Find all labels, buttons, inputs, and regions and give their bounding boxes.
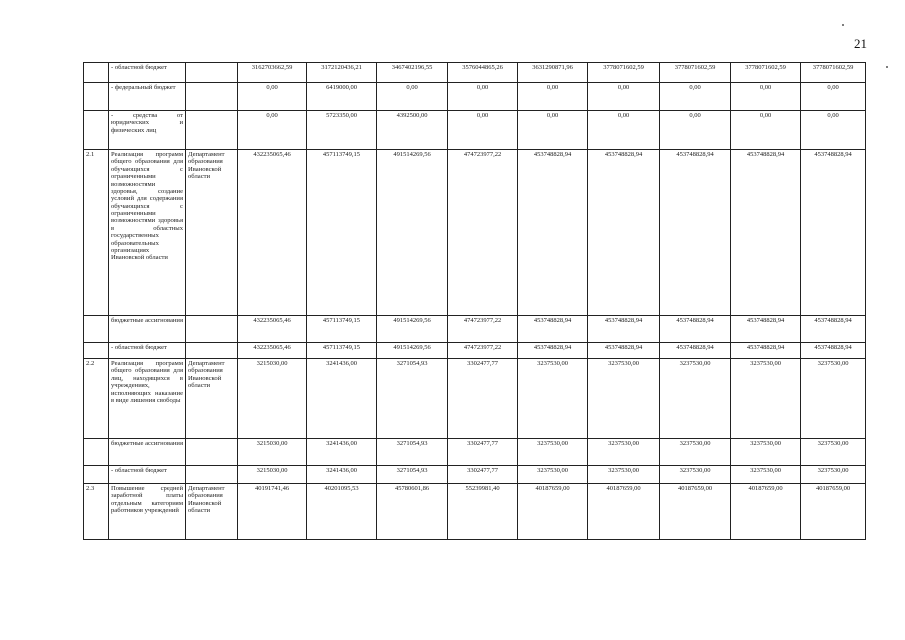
table-row: [84, 466, 866, 484]
value-cell: 3778071602,59: [660, 63, 731, 83]
row-index: [84, 439, 109, 466]
value-cell: 3237530,00: [588, 439, 660, 466]
row-name: Реализация программ общего образования для лиц, находящихся в учреждениях, исполняющих наказание в виде лишения свободы: [109, 359, 186, 439]
value-cell: 491514269,56: [377, 343, 448, 359]
value-cell: 432235065,46: [238, 150, 307, 316]
table-row: [84, 63, 866, 83]
value-cell: 40191741,46: [238, 484, 307, 540]
row-department: [186, 439, 238, 466]
row-department: Департамент образования Ивановской области: [186, 484, 238, 540]
value-cell: 3237530,00: [801, 466, 866, 484]
row-department: [186, 63, 238, 83]
value-cell: 6419000,00: [307, 83, 377, 111]
value-cell: 432235065,46: [238, 316, 307, 343]
value-cell: 3271054,93: [377, 466, 448, 484]
value-cell: 5723350,00: [307, 111, 377, 150]
value-cell: 40187659,00: [518, 484, 588, 540]
value-cell: 3302477,77: [448, 359, 518, 439]
value-cell: 453748828,94: [731, 150, 801, 316]
value-cell: 3237530,00: [588, 466, 660, 484]
value-cell: 0,00: [518, 111, 588, 150]
row-index: [84, 466, 109, 484]
row-index: 2.1: [84, 150, 109, 316]
scan-speck: [886, 66, 888, 68]
value-cell: 3215030,00: [238, 359, 307, 439]
value-cell: 45780601,86: [377, 484, 448, 540]
table-row: [84, 439, 866, 466]
row-department: [186, 316, 238, 343]
value-cell: 453748828,94: [660, 150, 731, 316]
value-cell: 3302477,77: [448, 439, 518, 466]
row-department: Департамент образования Ивановской области: [186, 359, 238, 439]
value-cell: 453748828,94: [801, 150, 866, 316]
value-cell: 3241436,00: [307, 466, 377, 484]
page-number: 21: [854, 36, 867, 51]
table-row: [84, 111, 866, 150]
row-name: - средства от юридических и физических лиц: [109, 111, 186, 150]
value-cell: 453748828,94: [588, 150, 660, 316]
value-cell: 0,00: [238, 83, 307, 111]
value-cell: 40187659,00: [801, 484, 866, 540]
value-cell: 453748828,94: [518, 150, 588, 316]
value-cell: 55239981,40: [448, 484, 518, 540]
value-cell: 453748828,94: [518, 343, 588, 359]
value-cell: 0,00: [660, 83, 731, 111]
value-cell: 491514269,56: [377, 150, 448, 316]
value-cell: 0,00: [660, 111, 731, 150]
row-index: [84, 316, 109, 343]
table-row: [84, 83, 866, 111]
value-cell: 0,00: [588, 111, 660, 150]
value-cell: 432235065,46: [238, 343, 307, 359]
row-name: - областной бюджет: [109, 466, 186, 484]
value-cell: 457113749,15: [307, 316, 377, 343]
value-cell: 474723977,22: [448, 316, 518, 343]
value-cell: 491514269,56: [377, 316, 448, 343]
value-cell: 453748828,94: [588, 316, 660, 343]
value-cell: 453748828,94: [801, 316, 866, 343]
value-cell: 0,00: [448, 111, 518, 150]
value-cell: 3237530,00: [518, 466, 588, 484]
table-row: [84, 316, 866, 343]
value-cell: 40201095,53: [307, 484, 377, 540]
value-cell: 453748828,94: [731, 343, 801, 359]
value-cell: 40187659,00: [660, 484, 731, 540]
value-cell: 0,00: [801, 111, 866, 150]
value-cell: 3237530,00: [518, 439, 588, 466]
row-name: бюджетные ассигнования: [109, 439, 186, 466]
value-cell: 3271054,93: [377, 359, 448, 439]
value-cell: 3237530,00: [518, 359, 588, 439]
value-cell: 3241436,00: [307, 359, 377, 439]
value-cell: 3162703662,59: [238, 63, 307, 83]
table-row: [84, 484, 866, 540]
value-cell: 3237530,00: [731, 439, 801, 466]
row-index: [84, 83, 109, 111]
row-department: [186, 111, 238, 150]
value-cell: 0,00: [731, 83, 801, 111]
value-cell: 0,00: [588, 83, 660, 111]
value-cell: 453748828,94: [801, 343, 866, 359]
value-cell: 0,00: [731, 111, 801, 150]
value-cell: 40187659,00: [588, 484, 660, 540]
value-cell: 3241436,00: [307, 439, 377, 466]
value-cell: 3631290871,96: [518, 63, 588, 83]
value-cell: 4392500,00: [377, 111, 448, 150]
value-cell: 3172120436,21: [307, 63, 377, 83]
value-cell: 453748828,94: [660, 343, 731, 359]
value-cell: 3237530,00: [731, 359, 801, 439]
row-index: [84, 63, 109, 83]
value-cell: 3271054,93: [377, 439, 448, 466]
table-row: [84, 359, 866, 439]
value-cell: 40187659,00: [731, 484, 801, 540]
row-name: Повышение средней заработной платы отдельным категориям работников учреждений: [109, 484, 186, 540]
value-cell: 3778071602,59: [588, 63, 660, 83]
row-name: - областной бюджет: [109, 343, 186, 359]
value-cell: 453748828,94: [660, 316, 731, 343]
value-cell: 453748828,94: [588, 343, 660, 359]
value-cell: 3237530,00: [588, 359, 660, 439]
row-index: 2.3: [84, 484, 109, 540]
value-cell: 0,00: [238, 111, 307, 150]
table-row: [84, 150, 866, 316]
value-cell: 3215030,00: [238, 466, 307, 484]
value-cell: 453748828,94: [518, 316, 588, 343]
value-cell: 457113749,15: [307, 343, 377, 359]
budget-table: [83, 62, 866, 540]
row-department: [186, 466, 238, 484]
row-name: - областной бюджет: [109, 63, 186, 83]
value-cell: 3302477,77: [448, 466, 518, 484]
value-cell: 0,00: [448, 83, 518, 111]
value-cell: 3778071602,59: [731, 63, 801, 83]
value-cell: 3237530,00: [660, 466, 731, 484]
row-index: [84, 111, 109, 150]
row-index: [84, 343, 109, 359]
row-index: 2.2: [84, 359, 109, 439]
row-department: [186, 83, 238, 111]
scan-speck: [842, 24, 844, 26]
value-cell: 453748828,94: [731, 316, 801, 343]
value-cell: 3237530,00: [660, 359, 731, 439]
value-cell: 3237530,00: [801, 359, 866, 439]
row-department: Департамент образования Ивановской области: [186, 150, 238, 316]
row-department: [186, 343, 238, 359]
value-cell: 457113749,15: [307, 150, 377, 316]
value-cell: 3237530,00: [801, 439, 866, 466]
row-name: - федеральный бюджет: [109, 83, 186, 111]
value-cell: 0,00: [518, 83, 588, 111]
value-cell: 3237530,00: [731, 466, 801, 484]
value-cell: 3215030,00: [238, 439, 307, 466]
value-cell: 0,00: [801, 83, 866, 111]
value-cell: 474723977,22: [448, 343, 518, 359]
value-cell: 0,00: [377, 83, 448, 111]
value-cell: 3237530,00: [660, 439, 731, 466]
row-name: бюджетные ассигнования: [109, 316, 186, 343]
value-cell: 474723977,22: [448, 150, 518, 316]
value-cell: 3576044865,26: [448, 63, 518, 83]
value-cell: 3467402196,55: [377, 63, 448, 83]
value-cell: 3778071602,59: [801, 63, 866, 83]
row-name: Реализация программ общего образования для обучающихся с ограниченными возможностями здоровья, создание условий для содержания обучающихся с ограниченными возможностями здоровья в областных государственных образовательных организациях Ивановской области: [109, 150, 186, 316]
table-row: [84, 343, 866, 359]
